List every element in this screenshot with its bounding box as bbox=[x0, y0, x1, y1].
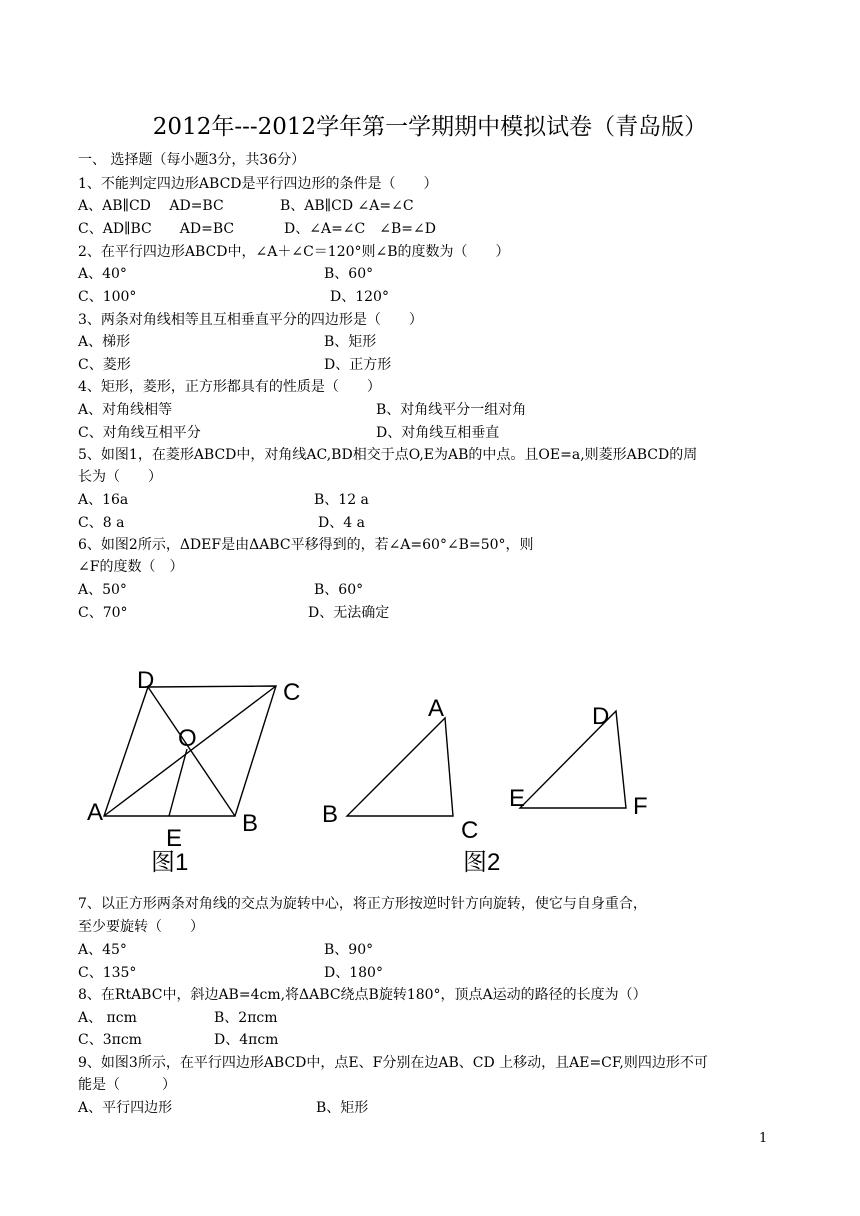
question-6-cont: ∠F的度数（ ） bbox=[78, 559, 184, 575]
q6-option-d: D、无法确定 bbox=[308, 605, 390, 621]
q2-option-d: D、120° bbox=[330, 289, 389, 305]
question-1: 1、不能判定四边形ABCD是平行四边形的条件是（ ） bbox=[78, 176, 438, 192]
triangle-abc bbox=[347, 718, 453, 816]
fig1-label-o: O bbox=[178, 725, 197, 752]
fig2-label-d: D bbox=[592, 703, 610, 730]
fig2-label-a: A bbox=[428, 695, 445, 722]
fig1-label-e: E bbox=[166, 825, 183, 852]
page-title: 2012年---2012学年第一学期期中模拟试卷（青岛版） bbox=[152, 114, 708, 140]
q9-option-a: A、平行四边形 bbox=[78, 1100, 173, 1116]
question-4: 4、矩形，菱形，正方形都具有的性质是（ ） bbox=[78, 379, 381, 395]
page-number: 1 bbox=[759, 1131, 768, 1146]
q3-option-c: C、菱形 bbox=[78, 357, 131, 373]
q5-option-c: C、8 a bbox=[78, 515, 125, 531]
q3-option-b: B、矩形 bbox=[324, 334, 377, 350]
q4-option-d: D、对角线互相垂直 bbox=[376, 425, 500, 441]
q8-option-b: B、2πcm bbox=[214, 1010, 278, 1026]
q3-option-a: A、梯形 bbox=[78, 334, 131, 350]
section-heading: 一、 选择题（每小题3分，共36分） bbox=[78, 152, 306, 168]
q1-option-b: B、AB∥CD ∠A=∠C bbox=[280, 198, 414, 214]
question-8: 8、在RtABC中，斜边AB=4cm,将ΔABC绕点B旋转180°，顶点A运动的路径的长度为（） bbox=[78, 987, 647, 1003]
q7-option-b: B、90° bbox=[324, 942, 374, 958]
q2-option-c: C、100° bbox=[78, 289, 137, 305]
question-5-cont: 长为（ ） bbox=[78, 469, 162, 485]
q6-option-c: C、70° bbox=[78, 605, 128, 621]
question-6: 6、如图2所示，ΔDEF是由ΔABC平移得到的，若∠A=60°∠B=50°，则 bbox=[78, 537, 534, 553]
fig2-label-e: E bbox=[509, 785, 526, 812]
figure-2-triangles bbox=[347, 711, 626, 816]
question-7: 7、以正方形两条对角线的交点为旋转中心，将正方形按逆时针方向旋转，使它与自身重合， bbox=[78, 896, 647, 912]
figure-1-caption: 图1 bbox=[151, 849, 189, 876]
question-9-cont: 能是（ ） bbox=[78, 1077, 176, 1093]
q1-option-c: C、AD∥BC AD=BC bbox=[78, 221, 235, 237]
triangle-def bbox=[520, 711, 626, 808]
q2-option-b: B、60° bbox=[324, 266, 374, 282]
q7-option-d: D、180° bbox=[324, 965, 383, 981]
q9-option-b: B、矩形 bbox=[316, 1100, 369, 1116]
q6-option-b: B、60° bbox=[314, 582, 364, 598]
q4-option-b: B、对角线平分一组对角 bbox=[376, 402, 527, 418]
fig2-label-b: B bbox=[322, 801, 339, 828]
fig1-label-b: B bbox=[242, 810, 259, 837]
q3-option-d: D、正方形 bbox=[324, 357, 392, 373]
question-2: 2、在平行四边形ABCD中，∠A＋∠C＝120°则∠B的度数为（ ） bbox=[78, 244, 510, 260]
q2-option-a: A、40° bbox=[78, 266, 127, 282]
q5-option-b: B、12 a bbox=[314, 492, 369, 508]
fig1-label-c: C bbox=[283, 679, 301, 706]
fig2-label-c: C bbox=[461, 817, 479, 844]
segment-oe bbox=[169, 749, 187, 816]
figure-2-caption: 图2 bbox=[463, 849, 501, 876]
q5-option-d: D、4 a bbox=[318, 515, 365, 531]
q8-option-c: C、3πcm bbox=[78, 1032, 142, 1048]
q6-option-a: A、50° bbox=[78, 582, 127, 598]
q8-option-d: D、4πcm bbox=[214, 1032, 279, 1048]
q4-option-c: C、对角线互相平分 bbox=[78, 425, 201, 441]
q5-option-a: A、16a bbox=[78, 492, 129, 508]
question-9: 9、如图3所示，在平行四边形ABCD中，点E、F分别在边AB、CD 上移动，且AE=CF,则四边形不可 bbox=[78, 1055, 708, 1071]
q1-option-a: A、AB∥CD AD=BC bbox=[78, 198, 224, 214]
question-3: 3、两条对角线相等且互相垂直平分的四边形是（ ） bbox=[78, 312, 423, 328]
question-7-cont: 至少要旋转（ ） bbox=[78, 919, 204, 935]
q1-option-d: D、∠A=∠C ∠B=∠D bbox=[284, 221, 436, 237]
q4-option-a: A、对角线相等 bbox=[78, 402, 173, 418]
q8-option-a: A、 πcm bbox=[78, 1010, 137, 1026]
fig2-label-f: F bbox=[633, 793, 648, 820]
question-5: 5、如图1，在菱形ABCD中，对角线AC,BD相交于点O,E为AB的中点。且OE=a,则菱形ABCD的周 bbox=[78, 447, 698, 463]
fig1-label-d: D bbox=[137, 667, 155, 694]
fig1-label-a: A bbox=[87, 799, 104, 826]
q7-option-c: C、135° bbox=[78, 965, 137, 981]
q7-option-a: A、45° bbox=[78, 942, 127, 958]
